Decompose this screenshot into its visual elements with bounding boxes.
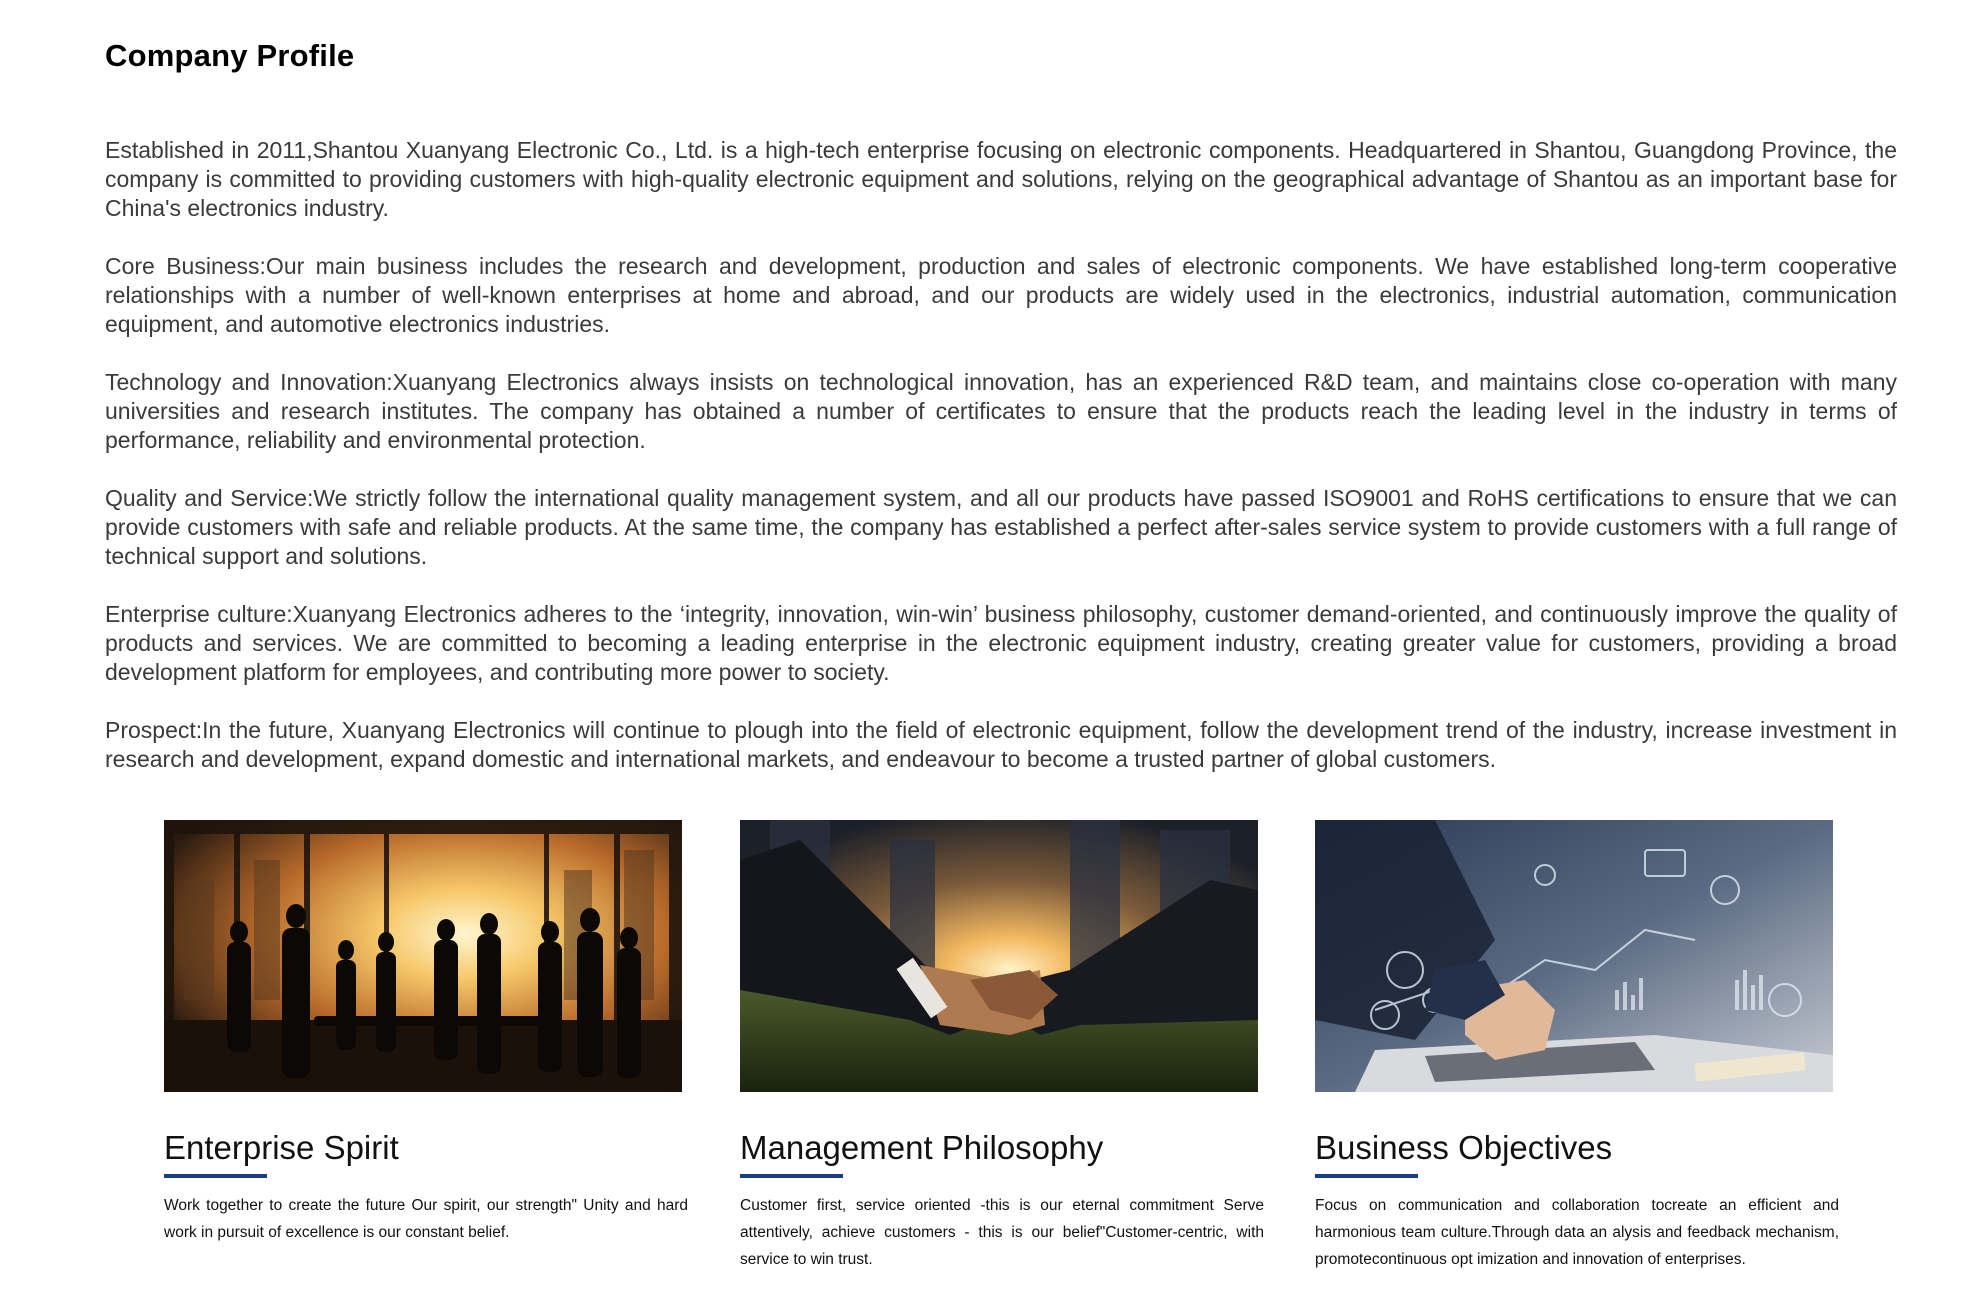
title-underline xyxy=(740,1174,843,1178)
card-description: Work together to create the future Our spirit, our strength" Unity and hard work in pursuit of excellence is our constant belief. xyxy=(164,1197,688,1241)
paragraph-core-business: Core Business:Our main business includes the research and development, production and sales of electronic components. We have established long-term cooperative relationships with a number of well-known enterprises at home and abroad, and our products are widely used in the electronics, industrial automation, communication equipment, and automotive electronics industries. xyxy=(105,253,1897,337)
business-analytics-photo xyxy=(1315,820,1833,1092)
meeting-room-photo xyxy=(164,820,682,1092)
title-underline xyxy=(164,1174,267,1178)
page-title: Company Profile xyxy=(105,38,355,73)
card-description: Focus on communication and collaboration tocreate an efficient and harmonious team culture.Through data an alysis and feedback mechanism, promotecontinuous opt imization and innovation of enterprises. xyxy=(1315,1197,1839,1268)
card-description: Customer first, service oriented -this is our eternal commitment Serve attentively, achieve customers - this is our belief"Customer-centric, with service to win trust. xyxy=(740,1197,1264,1268)
card-title: Enterprise Spirit xyxy=(164,1129,399,1166)
card-management-philosophy xyxy=(740,820,1264,1273)
paragraph-quality-service: Quality and Service:We strictly follow the international quality management system, and all our products have passed ISO9001 and RoHS certifications to ensure that we can provide customers with safe and reliable products. At the same time, the company has established a perfect after-sales service system to provide customers with a full range of technical support and solutions. xyxy=(105,485,1897,569)
card-title: Business Objectives xyxy=(1315,1129,1613,1166)
company-profile-text xyxy=(105,136,1897,803)
paragraph-technology-innovation: Technology and Innovation:Xuanyang Electronics always insists on technological innovation, has an experienced R&D team, and maintains close co-operation with many universities and research institutes. The company has obtained a number of certificates to ensure that the products reach the leading level in the industry in terms of performance, reliability and environmental protection. xyxy=(105,369,1897,453)
values-cards xyxy=(0,820,1980,1300)
handshake-photo xyxy=(740,820,1258,1092)
card-business-objectives xyxy=(1315,820,1839,1273)
title-underline xyxy=(1315,1174,1418,1178)
card-title: Management Philosophy xyxy=(740,1129,1104,1166)
paragraph-prospect: Prospect:In the future, Xuanyang Electronics will continue to plough into the field of electronic equipment, follow the development trend of the industry, increase investment in research and development, expand domestic and international markets, and endeavour to become a trusted partner of global customers. xyxy=(105,717,1897,772)
card-enterprise-spirit xyxy=(164,820,688,1246)
paragraph-established: Established in 2011,Shantou Xuanyang Electronic Co., Ltd. is a high-tech enterprise focusing on electronic components. Headquartered in Shantou, Guangdong Province, the company is committed to providing customers with high-quality electronic equipment and solutions, relying on the geographical advantage of Shantou as an important base for China's electronics industry. xyxy=(105,137,1897,221)
paragraph-enterprise-culture: Enterprise culture:Xuanyang Electronics adheres to the ‘integrity, innovation, win-win’ business philosophy, customer demand-oriented, and continuously improve the quality of products and services. We are committed to becoming a leading enterprise in the electronic equipment industry, creating greater value for customers, providing a broad development platform for employees, and contributing more power to society. xyxy=(105,601,1897,685)
